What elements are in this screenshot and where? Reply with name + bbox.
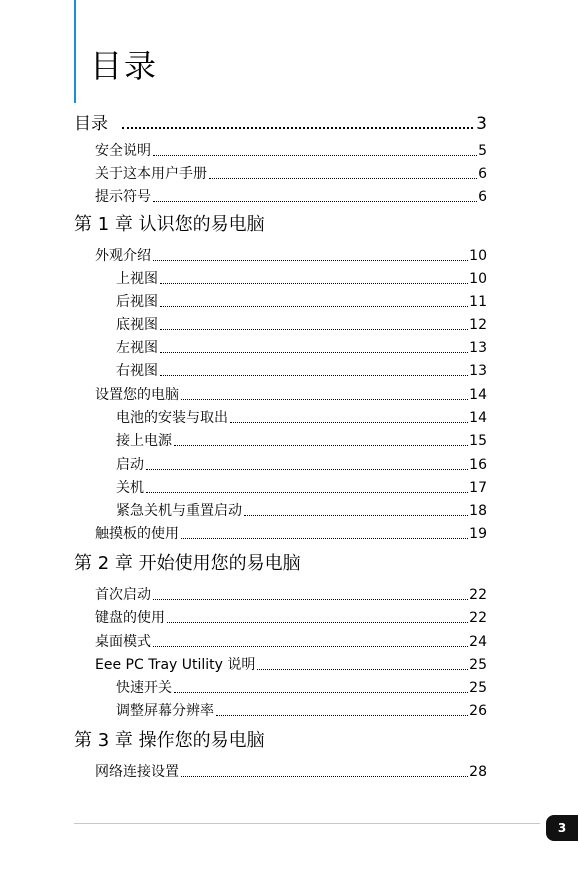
dot-leader [181,398,468,400]
toc-entry-page: 16 [469,457,487,473]
dot-leader [160,282,468,284]
toc-entry[interactable] [116,291,487,311]
toc-entry[interactable] [116,407,487,427]
toc-entry[interactable] [116,477,487,497]
toc-entry-label: 安全说明 [95,143,151,159]
toc-entry[interactable] [95,761,487,781]
toc-entry-label: 键盘的使用 [95,610,165,626]
toc-entry[interactable] [116,430,487,450]
toc-entry-label: 电池的安装与取出 [116,410,228,426]
toc-entry[interactable] [95,654,487,674]
dot-leader [160,351,468,353]
toc-entry[interactable] [116,268,487,288]
toc-entry-page: 18 [469,503,487,519]
toc-entry-page: 28 [469,764,487,780]
toc-entry-label: 紧急关机与重置启动 [116,503,242,519]
dot-leader [181,537,468,539]
dot-leader [160,305,468,307]
dot-leader [153,598,468,600]
dot-leader [216,714,468,716]
toc-entry-label: 关机 [116,480,144,496]
footer-divider [74,823,540,824]
dot-leader [181,775,468,777]
toc-entry-page: 17 [469,480,487,496]
dot-leader [209,177,477,179]
toc-entry-page: 14 [469,410,487,426]
toc-entry-page: 13 [469,363,487,379]
dot-leader [244,514,468,516]
toc-entry[interactable] [95,245,487,265]
toc-entry-label: 目录 [74,114,108,134]
toc-entry-page: 5 [478,143,487,159]
toc-entry-page: 10 [469,248,487,264]
toc-entry[interactable] [116,360,487,380]
toc-entry[interactable] [116,337,487,357]
dot-leader [174,691,468,693]
toc-entry-page: 19 [469,526,487,542]
chapter-3-heading[interactable]: 第 3 章 操作您的易电脑 [74,730,265,751]
dot-leader [174,444,468,446]
toc-entry-page: 14 [469,387,487,403]
toc-entry-label: 左视图 [116,340,158,356]
toc-entry[interactable] [116,700,487,720]
toc-entry-contents[interactable] [74,109,487,134]
toc-entry-label: 后视图 [116,294,158,310]
toc-entry[interactable] [95,631,487,651]
toc-entry-page: 22 [469,610,487,626]
toc-entry-page: 15 [469,433,487,449]
toc-entry-page: 25 [469,680,487,696]
toc-entry[interactable] [95,163,487,183]
dot-leader [146,491,468,493]
dot-leader [230,421,468,423]
toc-entry-label: 触摸板的使用 [95,526,179,542]
toc-entry[interactable] [116,314,487,334]
toc-entry[interactable] [95,584,487,604]
toc-entry-page: 3 [476,114,487,134]
dot-leader [160,374,468,376]
toc-entry[interactable] [95,186,487,206]
toc-entry-page: 10 [469,271,487,287]
toc-entry-label: 上视图 [116,271,158,287]
toc-entry-label: 启动 [116,457,144,473]
dot-leader [153,154,477,156]
dot-leader [257,668,468,670]
toc-entry[interactable] [95,140,487,160]
toc-entry-label: Eee PC Tray Utility 说明 [95,657,256,673]
toc-entry-label: 关于这本用户手册 [95,166,207,182]
toc-entry-page: 26 [469,703,487,719]
toc-entry[interactable] [116,454,487,474]
toc-entry[interactable] [116,500,487,520]
dot-leader [146,468,468,470]
toc-entry[interactable] [116,677,487,697]
toc-entry-label: 调整屏幕分辨率 [116,703,214,719]
toc-entry-label: 首次启动 [95,587,151,603]
toc-entry-page: 13 [469,340,487,356]
dot-leader [153,259,468,261]
toc-entry[interactable] [95,607,487,627]
toc-entry-page: 6 [478,166,487,182]
toc-entry[interactable] [95,384,487,404]
dot-leader [160,328,468,330]
toc-entry-label: 底视图 [116,317,158,333]
toc-entry-label: 网络连接设置 [95,764,179,780]
toc-entry-label: 桌面模式 [95,634,151,650]
toc-entry-page: 24 [469,634,487,650]
toc-entry-label: 提示符号 [95,189,151,205]
dot-leader [153,645,468,647]
toc-entry-label: 外观介绍 [95,248,151,264]
page-number-badge: 3 [546,815,578,841]
toc-entry-label: 接上电源 [116,433,172,449]
toc-entry-label: 快速开关 [116,680,172,696]
dot-leader [153,200,477,202]
toc-entry-label: 设置您的电脑 [95,387,179,403]
toc-entry-page: 11 [469,294,487,310]
toc-entry-page: 25 [469,657,487,673]
toc-entry[interactable] [95,523,487,543]
toc-entry-label: 右视图 [116,363,158,379]
dot-leader [167,621,468,623]
toc-entry-page: 12 [469,317,487,333]
chapter-1-heading[interactable]: 第 1 章 认识您的易电脑 [74,214,265,235]
dot-leader [122,126,473,129]
toc-entry-page: 22 [469,587,487,603]
toc-entry-page: 6 [478,189,487,205]
page-title: 目录 [90,47,159,85]
chapter-2-heading[interactable]: 第 2 章 开始使用您的易电脑 [74,553,301,574]
